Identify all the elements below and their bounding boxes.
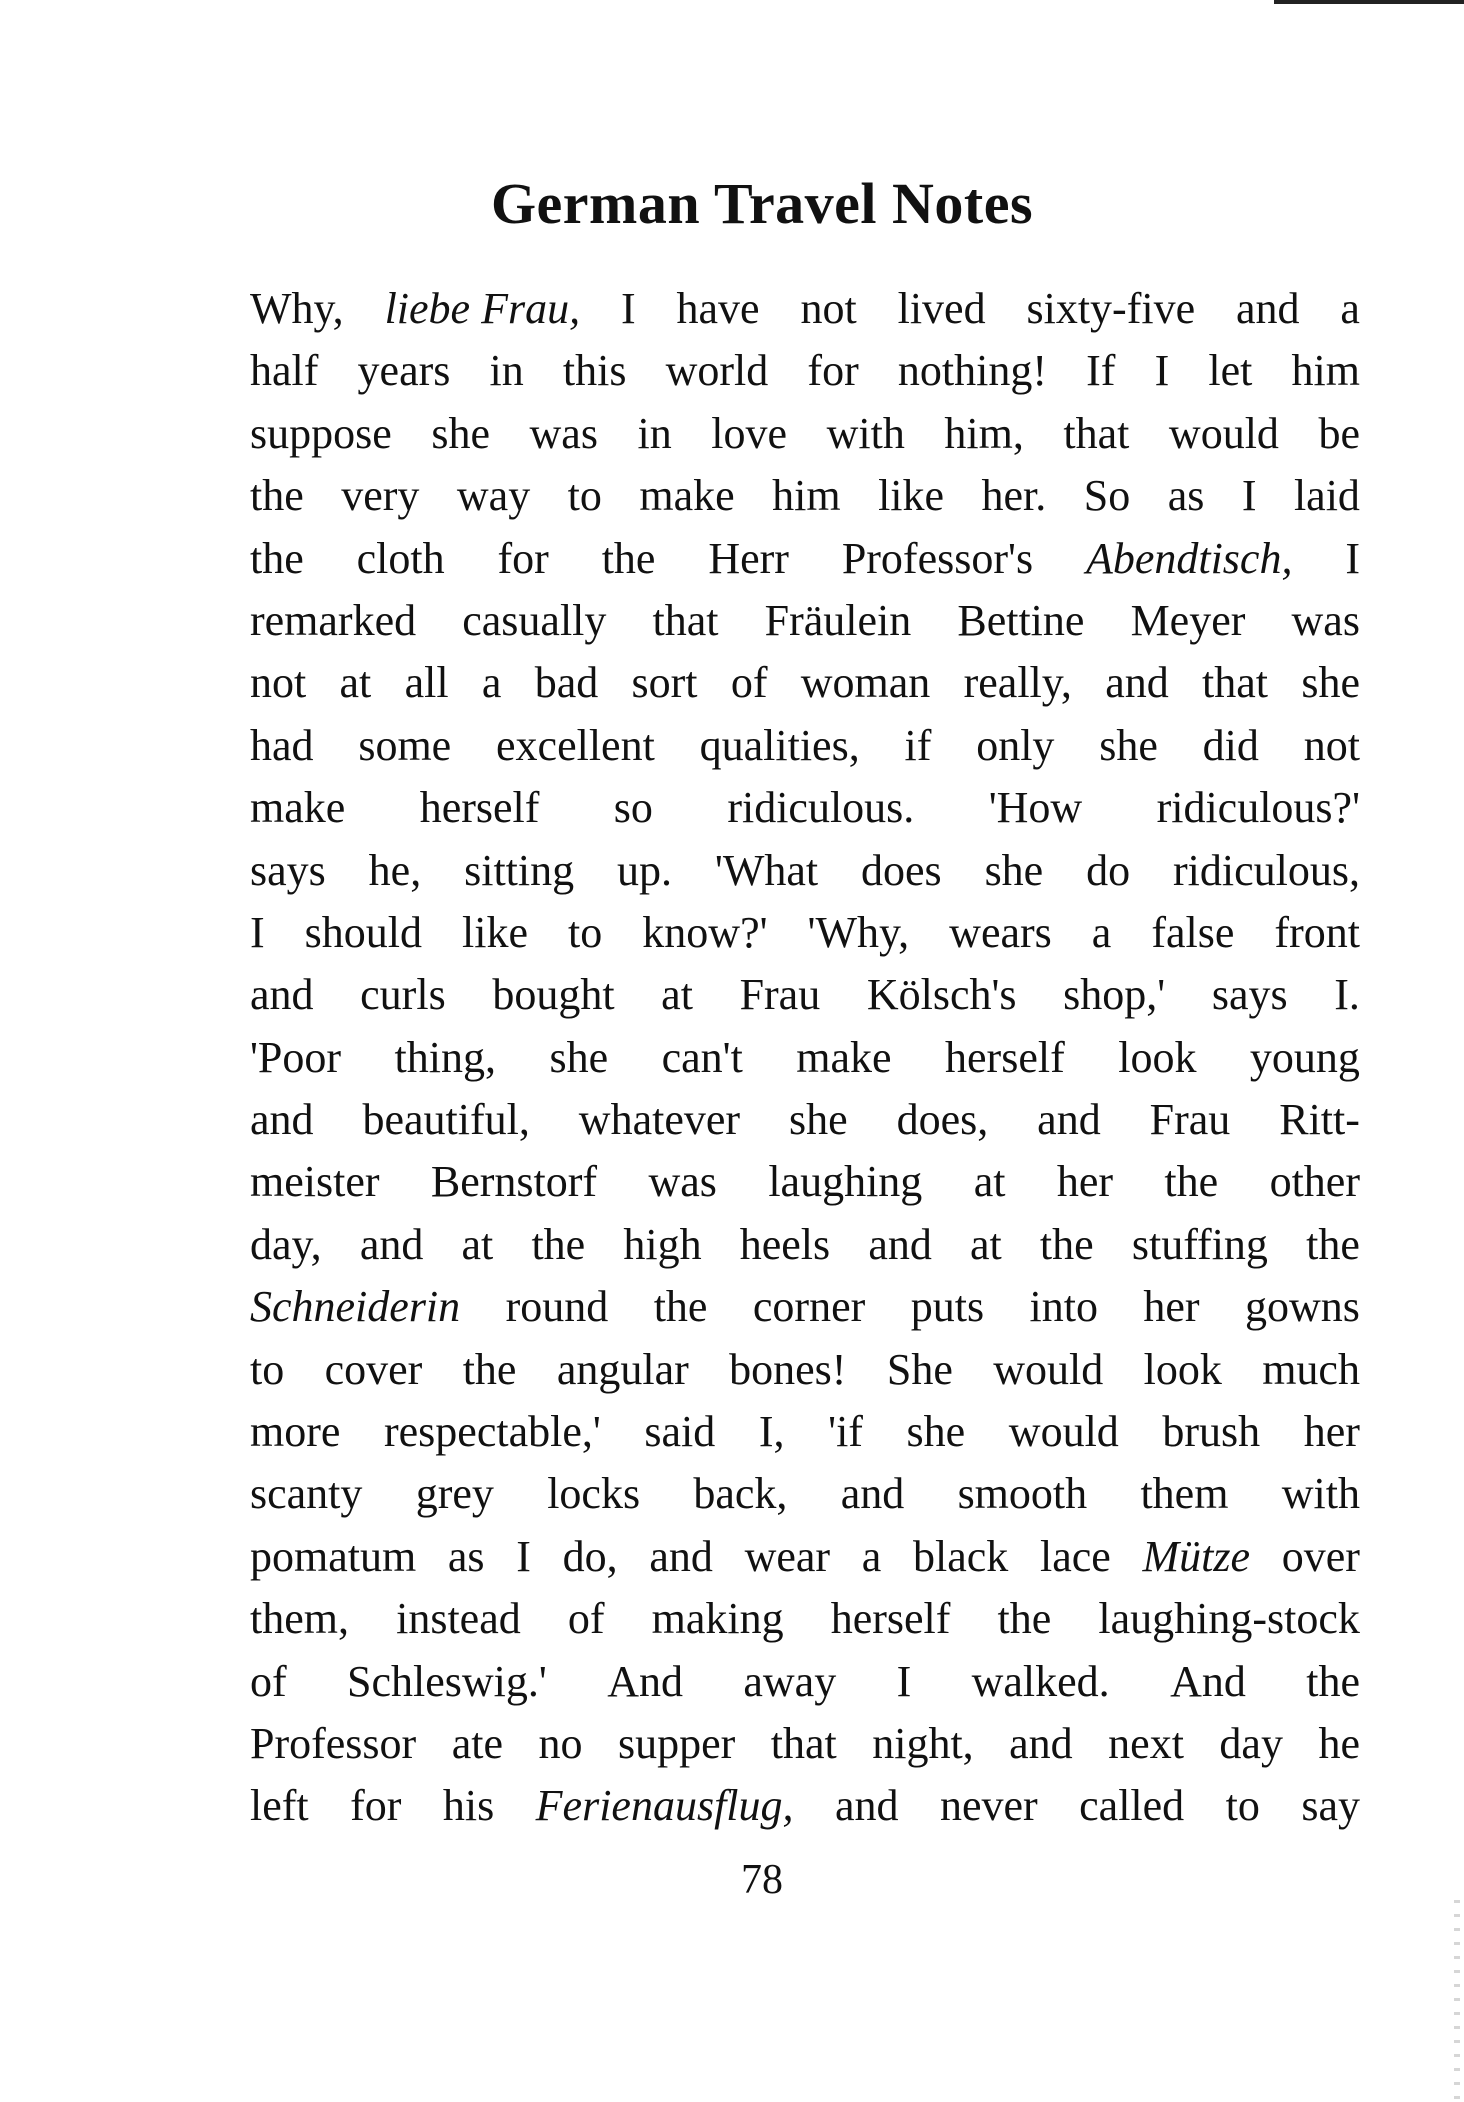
text-line [250,1214,1360,1276]
word: she [1099,720,1158,770]
word: the [531,1219,586,1269]
word: make [639,471,735,521]
word: and [649,1531,713,1581]
text-line [250,964,1360,1026]
word: and [840,1469,905,1519]
word: love [711,408,788,458]
word: at [970,1219,1002,1269]
word: meister [250,1157,380,1207]
word: and [1105,658,1169,708]
text-line [250,652,1360,714]
word: wear [744,1531,831,1581]
word: If [1086,346,1116,396]
word: next [1108,1718,1184,1768]
word: do [1086,845,1131,895]
word: shop,' [1063,970,1166,1020]
word: would [993,1344,1104,1394]
word: Bernstorf [430,1157,598,1207]
word: make [250,783,346,833]
word: herself [830,1594,951,1644]
word: look [1143,1344,1222,1394]
word: away [743,1656,837,1706]
word: puts [910,1282,985,1332]
word: does [861,845,942,895]
word: day, [250,1219,322,1269]
word: him [1291,346,1360,396]
word: Ritt- [1279,1095,1360,1145]
word: 'Why, [807,907,910,957]
word: was [648,1157,717,1207]
word: She [886,1344,953,1394]
word: way [456,471,531,521]
word: night, [872,1718,974,1768]
word: that [1063,408,1130,458]
word: ate [451,1718,503,1768]
word: thing, [394,1032,496,1082]
word: of [567,1594,605,1644]
word: more [250,1407,341,1457]
word: let [1208,346,1253,396]
word: I. [1334,970,1360,1020]
word: laughing [768,1157,923,1207]
word: of [250,1656,287,1706]
word: false [1151,907,1235,957]
text-line [250,777,1360,839]
word: can't [661,1032,743,1082]
word: Schleswig.' [347,1656,547,1706]
word: at [661,970,693,1020]
word: a [1340,284,1360,333]
word: 'Poor [250,1032,342,1082]
word: locks [547,1469,641,1519]
text-line [250,1526,1360,1588]
text-line [250,902,1360,964]
word: the [1164,1157,1219,1207]
word: at [461,1219,494,1269]
word: the [653,1282,708,1332]
word: in [637,408,672,458]
word: cloth [356,533,445,583]
word: and [250,1095,314,1145]
word: half [250,346,319,396]
word: that [1202,658,1269,708]
page-edge-speckle [1454,1900,1460,2100]
word: lived [897,284,986,333]
word: qualities, [699,720,860,770]
word: some [358,720,452,770]
word: bad [534,658,599,708]
text-line [250,465,1360,527]
word: called [1079,1781,1185,1831]
word: did [1202,720,1259,770]
word: Professor [250,1718,417,1768]
word: a [1091,907,1112,957]
word: excellent [496,720,655,770]
word: Bettine [957,595,1085,645]
italic-word: Mütze [1142,1531,1251,1581]
text-line [250,278,1360,340]
word: Fräulein [764,595,912,645]
italic-word: Schneiderin [250,1282,461,1332]
text-line [250,590,1360,652]
word: the [1039,1219,1094,1269]
word: bones! [729,1344,847,1394]
word: she [1301,658,1360,708]
word: look [1118,1032,1197,1082]
word: herself [419,783,540,833]
word: I [896,1656,912,1706]
word: herself [945,1032,1065,1082]
word: walked. [971,1656,1110,1706]
word: left [250,1781,309,1831]
word: 'if [828,1407,863,1457]
word: other [1269,1157,1360,1207]
word: Professor's [841,533,1034,583]
word: 'How [988,783,1083,833]
word: had [250,720,314,770]
word: I [1241,471,1257,521]
word: them [1140,1469,1229,1519]
word: I [516,1531,531,1581]
word: no [538,1718,583,1768]
word: So [1083,471,1131,521]
word: not [1303,720,1360,770]
word: casually [462,595,607,645]
word: her [1303,1407,1360,1457]
word: corner [752,1282,866,1332]
word: And [607,1656,683,1706]
word: and [1037,1095,1101,1145]
text-line [250,1276,1360,1338]
word: ridiculous?' [1156,783,1360,833]
word: the [250,533,304,583]
word: he, [368,845,422,895]
word: like [462,907,529,957]
body-paragraph [250,278,1360,1838]
word: And [1170,1656,1246,1706]
word: he [1318,1718,1360,1768]
word: Meyer [1130,595,1246,645]
word: the [1306,1656,1360,1706]
word: black [913,1531,1009,1581]
word: ridiculous. [727,783,915,833]
word: a [861,1531,882,1581]
italic-word: liebe Frau, [384,284,581,333]
word: really, [963,658,1072,708]
word: was [529,408,598,458]
word: smooth [957,1469,1088,1519]
word: I [1345,533,1360,583]
word: this [562,346,627,396]
word: as [447,1531,485,1581]
word: sort [631,658,698,708]
word: sitting [464,845,575,895]
word: heels [739,1219,831,1269]
word: Kölsch's [866,970,1017,1020]
word: round [505,1282,609,1332]
text-line [250,1713,1360,1775]
text-line [250,1463,1360,1525]
text-line [250,1775,1360,1837]
word: all [404,658,449,708]
word: over [1281,1531,1360,1581]
word: with [1281,1469,1360,1519]
page-number: 78 [741,1857,783,1903]
word: respectable,' [384,1407,601,1457]
word: that [652,595,719,645]
word: wears [949,907,1052,957]
text-line [250,715,1360,777]
word: do, [562,1531,618,1581]
word: laid [1293,471,1360,521]
word: ridiculous, [1173,845,1360,895]
word: suppose [250,408,392,458]
word: not [800,284,857,333]
text-line [250,1401,1360,1463]
word: beautiful, [362,1095,530,1145]
word: making [651,1594,784,1644]
word: have [676,284,760,333]
text-line [250,1151,1360,1213]
word: and [359,1219,424,1269]
word: for [807,346,859,396]
text-line [250,1027,1360,1089]
word: remarked [250,595,417,645]
word: curls [360,970,446,1020]
word: his [442,1781,495,1831]
word: brush [1162,1407,1261,1457]
running-head-title: German Travel Notes [490,171,1034,236]
word: them, [250,1594,349,1644]
word: into [1029,1282,1098,1332]
word: nothing! [897,346,1047,396]
word: the [601,533,656,583]
word: so [613,783,653,833]
word: world [665,346,769,396]
word: at [973,1157,1006,1207]
word: said [644,1407,716,1457]
word: him, [944,408,1024,458]
italic-word: Ferienausflug, [535,1781,794,1831]
word: never [939,1781,1038,1831]
word: she [431,408,490,458]
word: does, [896,1095,989,1145]
word: says [1211,970,1288,1020]
word: much [1262,1344,1360,1394]
word: I [620,284,636,333]
word: as [1167,471,1205,521]
word: him [772,471,841,521]
word: the [462,1344,517,1394]
word: that [770,1718,837,1768]
word: says [250,845,326,895]
word: for [497,533,549,583]
word: young [1249,1032,1360,1082]
text-line [250,1588,1360,1650]
word: like [878,471,945,521]
word: Why, [250,284,344,333]
word: was [1291,595,1360,645]
word: with [826,408,905,458]
word: pomatum [250,1531,417,1581]
word: of [730,658,768,708]
word: make [796,1032,892,1082]
word: sixty-five [1026,284,1196,333]
word: stuffing [1131,1219,1268,1269]
word: bought [492,970,615,1020]
word: gowns [1245,1282,1360,1332]
word: would [1008,1407,1119,1457]
italic-word: Abendtisch, [1085,533,1293,583]
word: years [357,346,451,396]
word: say [1301,1781,1360,1831]
word: grey [415,1469,494,1519]
word: laughing-stock [1098,1594,1360,1644]
word: cover [324,1344,423,1394]
word: I [250,907,265,957]
word: front [1274,907,1360,957]
word: I, [758,1407,785,1457]
word: Frau [739,970,821,1020]
word: whatever [578,1095,741,1145]
word: lace [1040,1531,1111,1581]
word: at [339,658,372,708]
word: to [568,907,603,957]
word: and [868,1219,932,1269]
word: instead [396,1594,521,1644]
word: should [304,907,423,957]
text-line [250,528,1360,590]
word: and [834,1781,899,1831]
word: would [1168,408,1279,458]
word: the [997,1594,1052,1644]
word: 'What [714,845,819,895]
word: she [906,1407,966,1457]
page-edge-rule [1274,0,1464,4]
word: back, [693,1469,788,1519]
text-line [250,403,1360,465]
text-line [250,1339,1360,1401]
word: and [250,970,314,1020]
word: not [250,658,307,708]
text-line [250,1651,1360,1713]
word: she [549,1032,609,1082]
word: to [567,471,602,521]
word: her [1143,1282,1200,1332]
word: high [623,1219,702,1269]
word: she [984,845,1044,895]
word: in [489,346,524,396]
word: and [1009,1718,1073,1768]
word: scanty [250,1469,363,1519]
word: her [1056,1157,1114,1207]
word: if [904,720,932,770]
text-line [250,1089,1360,1151]
word: and [1236,284,1300,333]
word: the [1306,1219,1360,1269]
word: up. [617,845,673,895]
word: be [1318,408,1360,458]
word: supper [617,1718,736,1768]
word: very [341,471,420,521]
word: I [1154,346,1170,396]
word: a [481,658,502,708]
word: for [350,1781,402,1831]
word: Frau [1149,1095,1231,1145]
word: day [1219,1718,1283,1768]
word: only [976,720,1055,770]
text-line [250,840,1360,902]
word: know?' [642,907,768,957]
word: woman [800,658,931,708]
word: to [1225,1781,1260,1831]
word: she [788,1095,848,1145]
word: Herr [708,533,789,583]
word: her. [981,471,1047,521]
word: angular [556,1344,689,1394]
text-line [250,340,1360,402]
word: the [250,471,304,521]
word: to [250,1344,285,1394]
